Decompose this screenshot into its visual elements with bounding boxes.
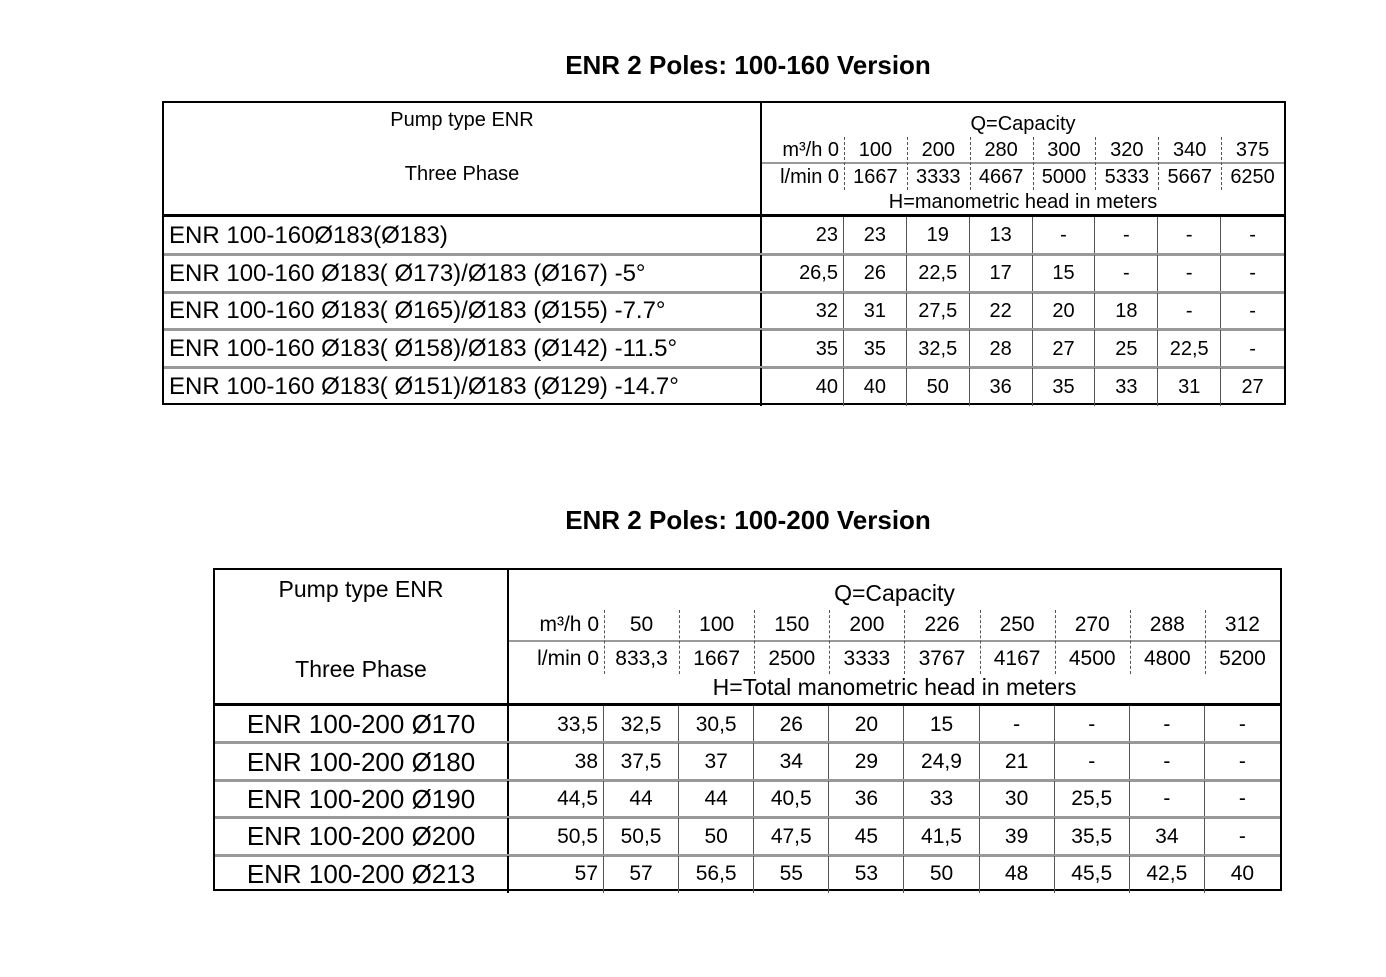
head-value: 26 [844,255,907,293]
m3h-value: 200 [849,613,885,636]
head-value: 27,5 [907,293,970,331]
head-value: 28 [970,330,1033,368]
lmin-value: 3767 [918,647,966,670]
head-value: 23 [762,217,844,255]
head-value: 33,5 [509,706,604,743]
table-row [215,781,1280,818]
head-value: 41,5 [904,818,979,855]
head-value: 50,5 [604,818,679,855]
head-value: 30,5 [679,706,754,743]
lmin-value: 833,3 [615,647,668,670]
pump-model: ENR 100-200 Ø170 [215,706,509,743]
head-value: - [1238,824,1246,848]
head-value: 37 [679,743,754,780]
head-value: 19 [907,217,970,255]
head-value: - [1095,255,1158,293]
head-value: 45 [829,818,904,855]
lmin-value: 5667 [1167,165,1212,188]
head-value: 53 [829,856,904,893]
head-value: - [1055,743,1130,780]
pump-model: ENR 100-160 Ø183( Ø158)/Ø183 (Ø142) -11.5° [164,330,762,368]
head-value: - [1249,224,1256,247]
head-value: 38 [509,743,604,780]
head-value: 27 [1241,375,1264,398]
pump-type-label: Pump type ENR [278,576,444,602]
head-value: 37,5 [604,743,679,780]
head-value: 21 [980,743,1055,780]
head-value: 22 [970,293,1033,331]
head-value: 26,5 [762,255,844,293]
head-value: 57 [604,856,679,893]
pump-type-header [164,103,762,214]
head-value: - [1158,217,1221,255]
pump-table [162,101,1286,405]
head-value: 35,5 [1055,818,1130,855]
table-header [164,103,1284,217]
m3h-value: 200 [921,138,955,161]
pump-model: ENR 100-160Ø183(Ø183) [164,217,762,255]
head-value: 15 [1033,255,1096,293]
column-divider [1158,137,1159,190]
head-value: 30 [980,781,1055,818]
pump-model: ENR 100-200 Ø180 [215,743,509,780]
m3h-value: 150 [774,613,810,636]
table-row [164,293,1284,331]
head-value: 57 [509,856,604,893]
head-value: 34 [1130,818,1205,855]
head-value: 40,5 [754,781,829,818]
lmin-value: 4500 [1068,647,1116,670]
head-value: 35 [844,330,907,368]
head-value: 23 [844,217,907,255]
head-value: 44,5 [509,781,604,818]
lmin-value: 4167 [993,647,1041,670]
head-label: H=Total manometric head in meters [712,673,1077,700]
head-value: - [1095,217,1158,255]
head-value: 47,5 [754,818,829,855]
head-value: 34 [754,743,829,780]
table-title: ENR 2 Poles: 100-160 Version [565,50,931,80]
column-divider [1205,610,1206,674]
pump-type-header [215,570,509,703]
lmin-value: 4800 [1143,647,1191,670]
column-divider [604,610,605,674]
head-value: 18 [1095,293,1158,331]
lmin-value: 4667 [978,165,1024,188]
m3h-value: 100 [858,138,893,161]
head-value: 36 [970,368,1033,406]
column-divider [679,610,680,674]
column-divider [829,610,830,674]
table-row [164,217,1284,255]
pump-model: ENR 100-160 Ø183( Ø165)/Ø183 (Ø155) -7.7° [164,293,762,331]
pump-model: ENR 100-200 Ø200 [215,818,509,855]
lmin-label: l/min 0 [780,165,839,188]
table-row [164,368,1284,406]
table-row [215,743,1280,780]
m3h-value: 300 [1047,138,1081,161]
head-value: 29 [829,743,904,780]
m3h-value: 250 [999,613,1035,636]
head-value: 50 [907,368,970,406]
head-value: 31 [1158,368,1221,406]
m3h-value: 100 [699,613,735,636]
lmin-value: 5200 [1219,647,1266,670]
head-value: 33 [1095,368,1158,406]
phase-label: Three Phase [295,656,427,682]
head-value: 32,5 [907,330,970,368]
head-value: 31 [844,293,907,331]
column-divider [1130,610,1131,674]
lmin-label: l/min 0 [537,647,599,670]
head-label: H=manometric head in meters [888,190,1158,213]
head-value: 35 [1033,368,1096,406]
head-value: 20 [829,706,904,743]
head-value: - [1238,712,1246,736]
m3h-value: 312 [1224,613,1260,636]
column-divider [907,137,908,190]
lmin-value: 5000 [1041,165,1087,188]
column-divider [754,610,755,674]
lmin-value: 1667 [853,165,898,188]
pump-model: ENR 100-160 Ø183( Ø151)/Ø183 (Ø129) -14.7° [164,368,762,406]
head-value: 15 [904,706,979,743]
m3h-value: 270 [1074,613,1110,636]
table-row [215,818,1280,855]
pump-model: ENR 100-200 Ø213 [215,856,509,893]
column-divider [980,610,981,674]
head-value: 45,5 [1055,856,1130,893]
table-row [164,255,1284,293]
head-value: 32 [762,293,844,331]
head-value: 27 [1033,330,1096,368]
head-value: 50 [904,856,979,893]
m3h-label: m³/h 0 [782,138,839,161]
pump-model: ENR 100-200 Ø190 [215,781,509,818]
m3h-value: 50 [629,613,654,636]
head-value: 42,5 [1130,856,1205,893]
head-value: - [1238,750,1246,774]
lmin-value: 5333 [1104,165,1150,188]
column-divider [1055,610,1056,674]
lmin-value: 3333 [916,165,961,188]
head-value: - [1249,262,1256,285]
head-value: 50,5 [509,818,604,855]
head-value: - [1249,299,1256,322]
m3h-value: 288 [1149,613,1185,636]
head-value: - [1055,706,1130,743]
head-value: 40 [1230,862,1255,886]
m3h-value: 340 [1173,138,1207,161]
head-value: - [1158,255,1221,293]
phase-label: Three Phase [404,163,520,185]
table-header [215,570,1280,706]
head-value: - [1033,217,1096,255]
pump-table [213,568,1282,891]
table-row [215,856,1280,893]
head-value: - [1130,706,1205,743]
head-value: 44 [679,781,754,818]
head-value: 36 [829,781,904,818]
head-value: 48 [980,856,1055,893]
head-value: 56,5 [679,856,754,893]
head-value: 25 [1095,330,1158,368]
head-value: 25,5 [1055,781,1130,818]
head-value: 33 [904,781,979,818]
column-divider [1033,137,1034,190]
column-divider [1221,137,1222,190]
m3h-value: 320 [1110,138,1144,161]
head-value: 20 [1033,293,1096,331]
head-value: 40 [762,368,844,406]
table-row [164,330,1284,368]
head-value: - [1238,787,1246,811]
column-divider [844,137,845,190]
head-value: 24,9 [904,743,979,780]
head-value: - [1130,781,1205,818]
m3h-label: m³/h 0 [539,613,599,636]
head-value: 13 [970,217,1033,255]
head-value: 22,5 [907,255,970,293]
head-value: 22,5 [1158,330,1221,368]
head-value: - [980,706,1055,743]
lmin-value: 1667 [693,647,741,670]
head-value: 50 [679,818,754,855]
m3h-value: 226 [924,613,960,636]
head-value: - [1158,293,1221,331]
head-value: 32,5 [604,706,679,743]
head-value: 35 [762,330,844,368]
head-value: 39 [980,818,1055,855]
capacity-label: Q=Capacity [970,112,1076,135]
lmin-value: 2500 [768,647,816,670]
head-value: - [1130,743,1205,780]
m3h-value: 375 [1235,138,1270,161]
head-value: 26 [754,706,829,743]
m3h-value: 280 [984,138,1018,161]
lmin-value: 6250 [1230,165,1275,188]
lmin-value: 3333 [843,647,891,670]
table-row [215,706,1280,743]
pump-model: ENR 100-160 Ø183( Ø173)/Ø183 (Ø167) -5° [164,255,762,293]
column-divider [970,137,971,190]
head-value: 44 [604,781,679,818]
capacity-label: Q=Capacity [834,579,955,606]
pump-type-label: Pump type ENR [390,109,534,131]
table-title: ENR 2 Poles: 100-200 Version [565,505,931,535]
column-divider [1095,137,1096,190]
head-value: 40 [844,368,907,406]
column-divider [904,610,905,674]
head-value: - [1249,337,1256,360]
head-value: 17 [970,255,1033,293]
head-value: 55 [754,856,829,893]
unit-row-separator [509,640,1280,642]
